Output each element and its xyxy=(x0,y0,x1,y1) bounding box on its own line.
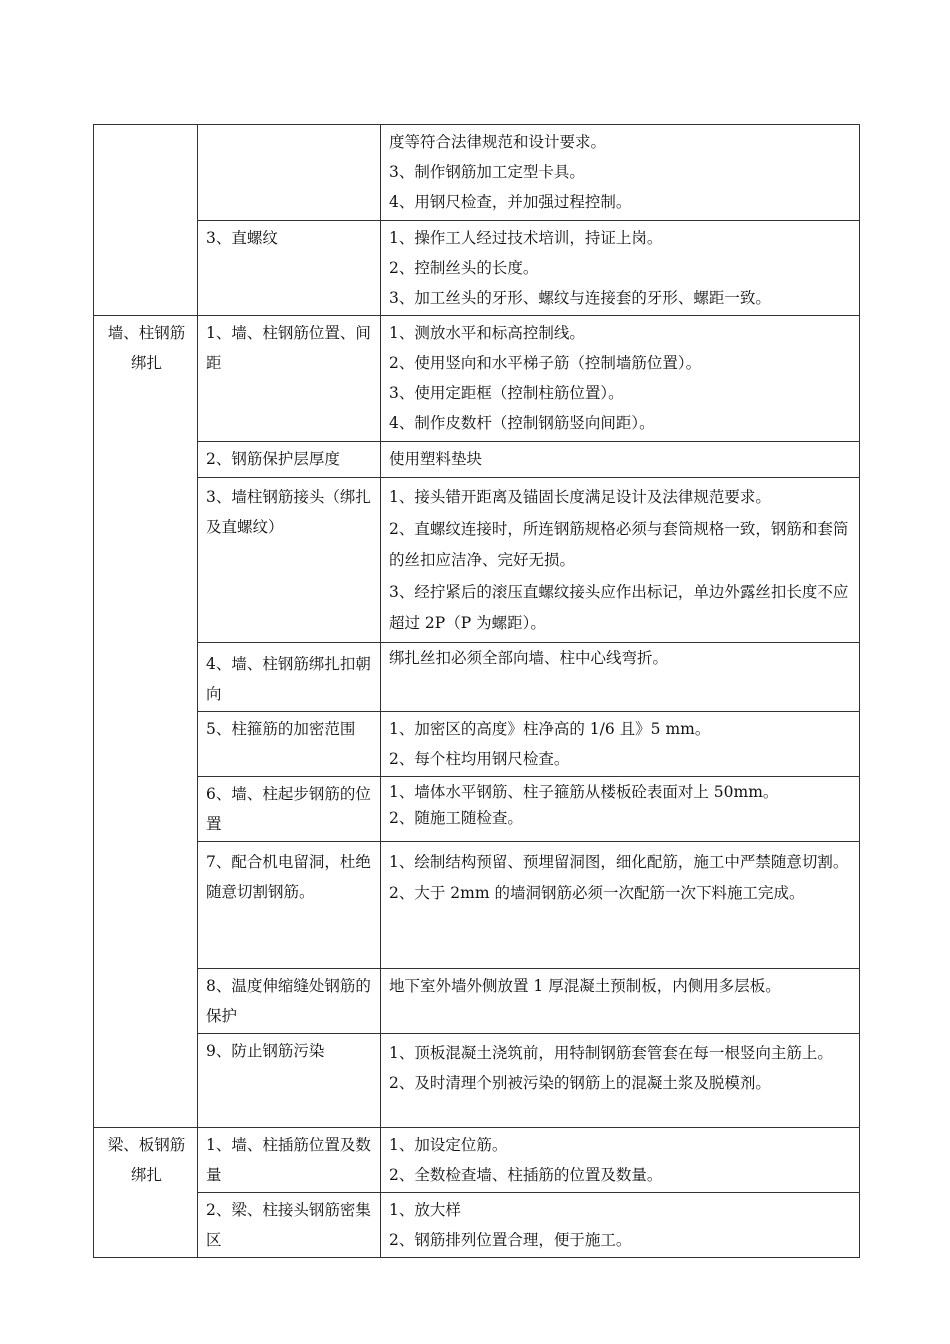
table-row xyxy=(94,125,860,221)
table-row xyxy=(94,968,860,1033)
table-row xyxy=(94,711,860,776)
measure-cell: 1、墙体水平钢筋、柱子箍筋从楼板砼表面对上 50mm。 2、随施工随检查。 xyxy=(381,776,860,841)
measure-cell: 绑扎丝扣必须全部向墙、柱中心线弯折。 xyxy=(381,642,860,711)
measure-cell: 度等符合法律规范和设计要求。 3、制作钢筋加工定型卡具。 4、用钢尺检查，并加强过程控制。 xyxy=(381,125,860,221)
measure-cell: 1、绘制结构预留、预埋留洞图，细化配筋，施工中严禁随意切割。 2、大于 2mm 的墙洞钢筋必须一次配筋一次下料施工完成。 xyxy=(381,841,860,968)
measure-cell: 1、放大样 2、钢筋排列位置合理，便于施工。 xyxy=(381,1192,860,1257)
table-row xyxy=(94,642,860,711)
item-cell: 2、钢筋保护层厚度 xyxy=(198,442,381,478)
table-row xyxy=(94,478,860,643)
item-cell: 1、墙、柱插筋位置及数量 xyxy=(198,1127,381,1192)
item-cell: 3、墙柱钢筋接头（绑扎及直螺纹） xyxy=(198,478,381,643)
quality-control-table xyxy=(93,124,860,1258)
item-cell: 4、墙、柱钢筋绑扎扣朝向 xyxy=(198,642,381,711)
item-cell xyxy=(198,125,381,221)
table-row xyxy=(94,1192,860,1257)
table-row xyxy=(94,221,860,316)
category-cell-wall-column: 墙、柱钢筋绑扎 xyxy=(94,316,198,1128)
measure-cell: 1、顶板混凝土浇筑前，用特制钢筋套管套在每一根竖向主筋上。 2、及时清理个别被污染的钢筋上的混凝土浆及脱模剂。 xyxy=(381,1033,860,1127)
category-cell-empty xyxy=(94,125,198,316)
table-row xyxy=(94,1033,860,1127)
table-row xyxy=(94,316,860,442)
table-row xyxy=(94,442,860,478)
item-cell: 9、防止钢筋污染 xyxy=(198,1033,381,1127)
item-cell: 8、温度伸缩缝处钢筋的保护 xyxy=(198,968,381,1033)
item-cell: 6、墙、柱起步钢筋的位置 xyxy=(198,776,381,841)
measure-cell: 1、操作工人经过技术培训，持证上岗。 2、控制丝头的长度。 3、加工丝头的牙形、螺纹与连接套的牙形、螺距一致。 xyxy=(381,221,860,316)
item-cell: 1、墙、柱钢筋位置、间距 xyxy=(198,316,381,442)
measure-cell: 1、接头错开距离及锚固长度满足设计及法律规范要求。 2、直螺纹连接时，所连钢筋规格必须与套筒规格一致，钢筋和套筒的丝扣应洁净、完好无损。 3、经拧紧后的滚压直螺纹接头应作出标记，单边外露丝扣长度不应超过 2P（P 为螺距）。 xyxy=(381,478,860,643)
item-cell: 5、柱箍筋的加密范围 xyxy=(198,711,381,776)
measure-cell: 使用塑料垫块 xyxy=(381,442,860,478)
table-row xyxy=(94,1127,860,1192)
item-cell: 7、配合机电留洞，杜绝随意切割钢筋。 xyxy=(198,841,381,968)
item-cell: 2、梁、柱接头钢筋密集区 xyxy=(198,1192,381,1257)
measure-cell: 地下室外墙外侧放置 1 厚混凝土预制板，内侧用多层板。 xyxy=(381,968,860,1033)
item-cell: 3、直螺纹 xyxy=(198,221,381,316)
measure-cell: 1、测放水平和标高控制线。 2、使用竖向和水平梯子筋（控制墙筋位置）。 3、使用定距框（控制柱筋位置）。 4、制作皮数杆（控制钢筋竖向间距）。 xyxy=(381,316,860,442)
measure-cell: 1、加密区的高度》柱净高的 1/6 且》5 mm。 2、每个柱均用钢尺检查。 xyxy=(381,711,860,776)
measure-cell: 1、加设定位筋。 2、全数检查墙、柱插筋的位置及数量。 xyxy=(381,1127,860,1192)
table-row xyxy=(94,841,860,968)
category-cell-beam-slab: 梁、板钢筋绑扎 xyxy=(94,1127,198,1257)
table-row xyxy=(94,776,860,841)
